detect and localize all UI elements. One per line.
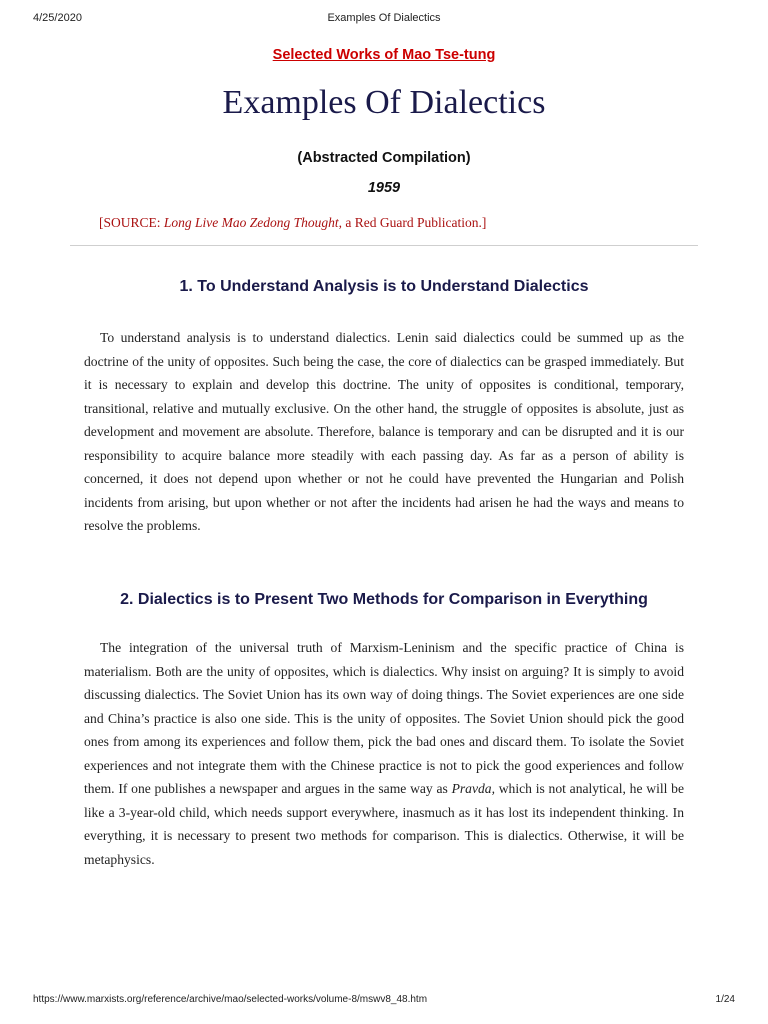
series-link[interactable]: Selected Works of Mao Tse-tung [272, 47, 496, 63]
print-title: Examples Of Dialectics [327, 12, 441, 24]
source-prefix: [SOURCE: [99, 215, 164, 230]
section-2-paragraph [84, 636, 684, 871]
page-title: Examples Of Dialectics [222, 84, 546, 121]
section-1-paragraph: To understand analysis is to understand dialectics. Lenin said dialectics could be summed up as the doctrine of the unity of opposites. Such being the case, the core of dialectics can be grasped immediately. But it is necessary to explain and develop this doctrine. The unity of opposites is conditional, temporary, transitional, relative and mutually exclusive. On the other hand, the struggle of opposites is absolute, just as development and movement are absolute. Therefore, balance is temporary and can be disrupted and it is our responsibility to acquire balance more steadily with each passing day. As far as a person of ability is concerned, it does not depend upon whether or not he could have prevented the Hungarian and Polish incidents from arising, but upon whether or not after the incidents had arisen he had the ways and means to resolve the problems. [84, 330, 684, 533]
section-2-pravda: Pravda, [451, 781, 495, 796]
source-suffix: , a Red Guard Publication.] [338, 215, 487, 230]
page-number: 1/24 [715, 994, 735, 1005]
section-2-text-b: which is not analytical, he will be like a 3-year-old child, which needs support everywhere, inasmuch as it has lost its independent thinking. In everything, it is necessary to present two methods for comparison. This is dialectics. Otherwise, it will be metaphysics. [84, 781, 684, 867]
year: 1959 [367, 180, 401, 196]
section-1-heading: 1. To Understand Analysis is to Understand Dialectics [179, 278, 589, 295]
page-url: https://www.marxists.org/reference/archive/mao/selected-works/volume-8/mswv8_48.htm [33, 994, 428, 1005]
print-date: 4/25/2020 [33, 12, 82, 24]
source-work: Long Live Mao Zedong Thought [163, 215, 339, 230]
section-2-heading: 2. Dialectics is to Present Two Methods for Comparison in Everything [120, 591, 648, 608]
print-header [0, 12, 768, 26]
section-2-text-a: The integration of the universal truth of Marxism-Leninism and the specific practice of China is materialism. Both are the unity of opposites, which is dialectics. Why insist on arguing? It is simply to avoid discussing dialectics. The Soviet Union has its own way of doing things. The Soviet experiences are one side and China’s practice is also one side. This is the unity of opposites. The Soviet Union should pick the good ones from among its experiences and follow them, pick the bad ones and discard them. To isolate the Soviet experiences and not integrate them with the Chinese practice is not to pick the good experiences and follow them. If one publishes a newspaper and argues in the same way as [84, 640, 684, 796]
source-note [99, 215, 719, 231]
divider [70, 245, 698, 246]
print-footer [0, 994, 768, 1008]
subtitle: (Abstracted Compilation) [297, 150, 471, 166]
